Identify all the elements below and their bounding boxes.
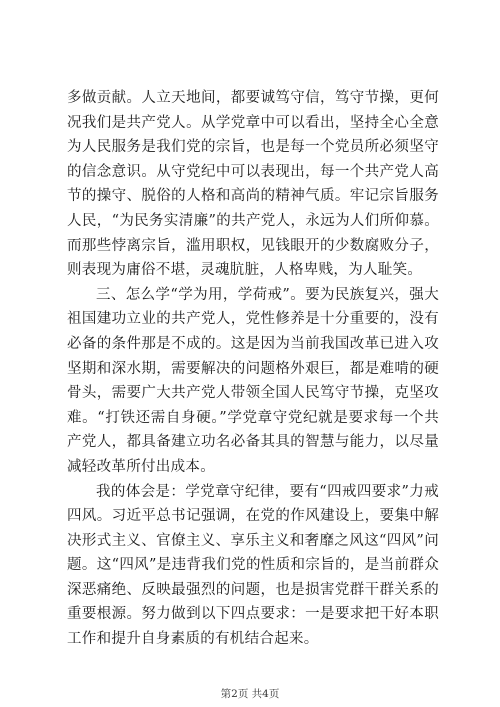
page-number-footer: 第2页 共4页 [220,688,280,700]
document-body [67,86,439,652]
paragraph-3: 我的体会是：学党章守纪律，要有“四戒四要求”力戒四风。习近平总书记强调，在党的作风建设上，要集中解决形式主义、官僚主义、享乐主义和奢靡之风这“四风”问题。这“四风”是违背我们党的性质和宗旨的，是当前群众深恶痛绝、反映最强烈的问题，也是损害党群干群关系的重要根源。努力做到以下四点要求：一是要求把干好本职工作和提升自身素质的有机结合起来。 [67,483,439,648]
paragraph-2: 三、怎么学“学为用，学荷戒”。要为民族复兴，强大祖国建功立业的共产党人，党性修养是十分重要的，没有必备的条件那是不成的。这是因为当前我国改革已进入攻坚期和深水期，需要解决的问题格外艰巨，都是难啃的硬骨头，需要广大共产党人带领全国人民笃守节操，克坚攻难。“打铁还需自身硬。”学党章守党纪就是要求每一个共产党人，都具备建立功名必备其具的智慧与能力，以尽量减轻改革所付出成本。 [67,286,439,475]
paragraph-1: 多做贡献。人立天地间，都要诚笃守信，笃守节操，更何况我们是共产党人。从学党章中可以看出，坚持全心全意为人民服务是我们党的宗旨，也是每一个党员所必须坚守的信念意识。从守党纪中可以表现出，每一个共产党人高节的操守、脱俗的人格和高尚的精神气质。牢记宗旨服务人民，“为民务实清廉”的共产党人，永远为人们所仰慕。而那些悖离宗旨，滥用职权，见钱眼开的少数腐败分子，则表现为庸俗不堪，灵魂肮脏，人格卑贱，为人耻笑。 [67,90,439,279]
